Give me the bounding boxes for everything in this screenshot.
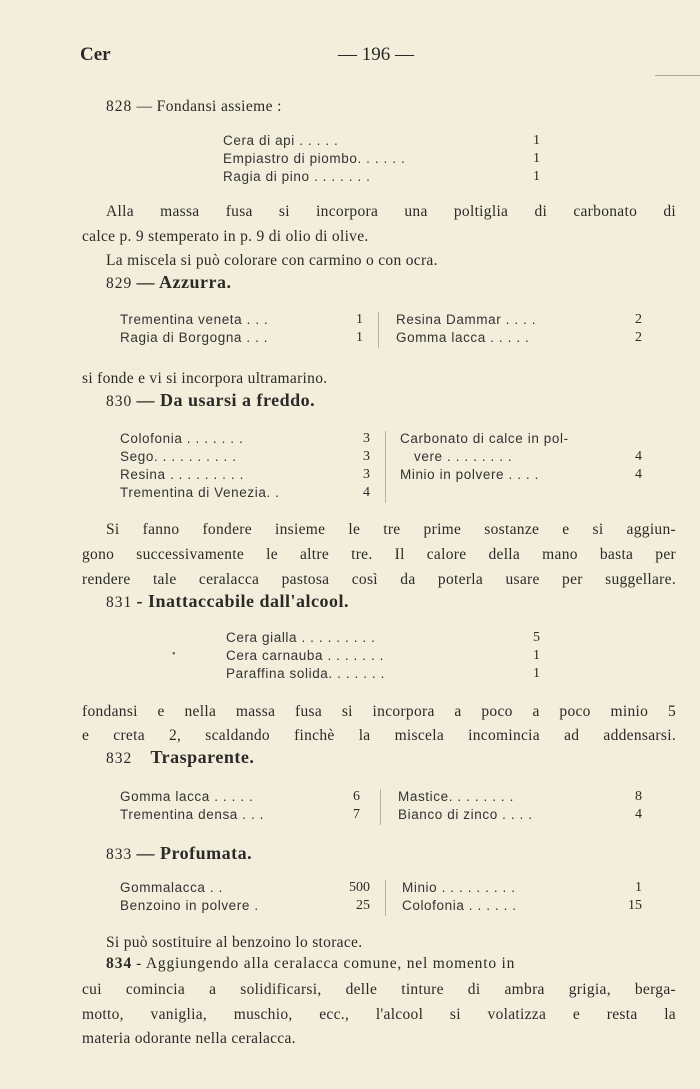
ingredient-qty: 1	[356, 312, 363, 327]
paragraph-line: cui comincia a solidificarsi, delle tinture di ambra grigia, berga-	[82, 981, 676, 998]
paragraph-line: motto, vaniglia, muschio, ecc., l'alcool si volatizza e resta la	[82, 1006, 676, 1023]
ingredient-qty: 4	[635, 807, 642, 822]
ingredient-qty: 2	[635, 330, 642, 345]
ingredient-qty: 1	[635, 880, 642, 895]
ingredient-qty: 6	[353, 789, 360, 804]
header-rule	[655, 75, 700, 76]
paragraph-line: gono successivamente le altre tre. Il calore della mano basta per	[82, 546, 676, 563]
paragraph-line: rendere tale ceralacca pastosa così da poterla usare per suggellare.	[82, 571, 676, 588]
recipe-number: 833	[106, 846, 133, 863]
ingredient-qty: 4	[635, 449, 642, 464]
ingredient-label: Resina . . . . . . . . .	[120, 467, 244, 482]
paragraph-line: Si fanno fondere insieme le tre prime sostanze e si aggiun-	[106, 521, 676, 538]
recipe-number: 834	[106, 955, 133, 972]
ingredient-qty: 5	[533, 630, 540, 645]
paragraph-line: Si può sostituire al benzoino lo storace.	[106, 934, 363, 951]
recipe-number: 832	[106, 750, 133, 767]
ingredient-qty: 500	[349, 880, 370, 895]
recipe-number: 831	[106, 594, 133, 611]
paragraph-line: si fonde e vi si incorpora ultramarino.	[82, 370, 328, 387]
ingredient-label: Colofonia . . . . . .	[402, 898, 517, 913]
ingredient-qty: 15	[628, 898, 642, 913]
ingredient-label: Bianco di zinco . . . .	[398, 807, 533, 822]
ingredient-label: Sego. . . . . . . . . .	[120, 449, 237, 464]
ink-speck: •	[172, 649, 176, 660]
ingredient-label: Ragia di pino . . . . . . .	[223, 169, 371, 184]
paragraph-line: materia odorante nella ceralacca.	[82, 1030, 296, 1047]
recipe-number: 828	[106, 98, 133, 115]
ingredient-qty: 1	[533, 133, 540, 148]
ingredient-qty: 4	[635, 467, 642, 482]
column-divider	[380, 789, 381, 825]
ingredient-label: vere . . . . . . . .	[414, 449, 513, 464]
ingredient-label: Mastice. . . . . . . .	[398, 789, 514, 804]
ingredient-qty: 3	[363, 467, 370, 482]
ingredient-qty: 1	[533, 648, 540, 663]
ingredient-qty: 25	[356, 898, 370, 913]
recipe-name: Trasparente.	[150, 747, 255, 767]
ingredient-label: Trementina di Venezia. .	[120, 485, 280, 500]
recipe-number: 830	[106, 393, 133, 410]
ingredient-qty: 8	[635, 789, 642, 804]
column-divider	[385, 431, 386, 503]
paragraph-line: La miscela si può colorare con carmino o con ocra.	[106, 252, 438, 269]
ingredient-qty: 2	[635, 312, 642, 327]
recipe-834-intro: - Aggiungendo alla ceralacca comune, nel momento in	[136, 955, 516, 972]
ingredient-qty: 4	[363, 485, 370, 500]
ingredient-label: Minio . . . . . . . . .	[402, 880, 516, 895]
ingredient-label: Cera di api . . . . .	[223, 133, 339, 148]
recipe-name: - Inattaccabile dall'alcool.	[136, 591, 349, 611]
ingredient-qty: 1	[533, 666, 540, 681]
column-divider	[385, 880, 386, 916]
ingredient-label: Trementina densa . . .	[120, 807, 265, 822]
recipe-name: — Azzurra.	[136, 272, 232, 292]
recipe-828-intro: — Fondansi assieme :	[136, 98, 282, 115]
recipe-829-heading	[106, 272, 231, 293]
recipe-834-heading	[106, 955, 515, 973]
ingredient-label: Gomma lacca . . . . .	[120, 789, 254, 804]
recipe-831-heading	[106, 591, 349, 612]
column-divider	[378, 312, 379, 348]
recipe-830-heading	[106, 390, 315, 411]
recipe-832-heading	[106, 747, 254, 768]
ingredient-label: Cera carnauba . . . . . . .	[226, 648, 385, 663]
page-number: — 196 —	[338, 44, 414, 65]
ingredient-label: Carbonato di calce in pol-	[400, 431, 569, 446]
paragraph-line: fondansi e nella massa fusa si incorpora a poco a poco minio 5	[82, 703, 676, 720]
ingredient-label: Trementina veneta . . .	[120, 312, 269, 327]
ingredient-qty: 7	[353, 807, 360, 822]
ingredient-label: Ragia di Borgogna . . .	[120, 330, 269, 345]
recipe-828-heading	[106, 96, 282, 116]
paragraph-line: e creta 2, scaldando finchè la miscela incomincia ad addensarsi.	[82, 727, 676, 744]
ingredient-label: Paraffina solida. . . . . . .	[226, 666, 385, 681]
ingredient-label: Gommalacca . .	[120, 880, 223, 895]
ingredient-qty: 1	[533, 169, 540, 184]
ingredient-label: Empiastro di piombo. . . . . .	[223, 151, 406, 166]
ingredient-label: Resina Dammar . . . .	[396, 312, 537, 327]
ingredient-label: Colofonia . . . . . . .	[120, 431, 244, 446]
recipe-name: — Da usarsi a freddo.	[136, 390, 316, 410]
ingredient-label: Cera gialla . . . . . . . . .	[226, 630, 376, 645]
ingredient-label: Benzoino in polvere .	[120, 898, 259, 913]
ingredient-qty: 1	[356, 330, 363, 345]
ingredient-label: Gomma lacca . . . . .	[396, 330, 530, 345]
recipe-833-heading	[106, 843, 252, 864]
recipe-number: 829	[106, 275, 133, 292]
paragraph-line: Alla massa fusa si incorpora una poltiglia di carbonato di	[106, 203, 676, 220]
ingredient-qty: 1	[533, 151, 540, 166]
ingredient-qty: 3	[363, 449, 370, 464]
running-head: Cer	[80, 44, 111, 65]
page-header	[80, 44, 680, 74]
ingredient-qty: 3	[363, 431, 370, 446]
paragraph-line: calce p. 9 stemperato in p. 9 di olio di olive.	[82, 228, 369, 245]
ingredient-label: Minio in polvere . . . .	[400, 467, 539, 482]
recipe-name: — Profumata.	[136, 843, 253, 863]
